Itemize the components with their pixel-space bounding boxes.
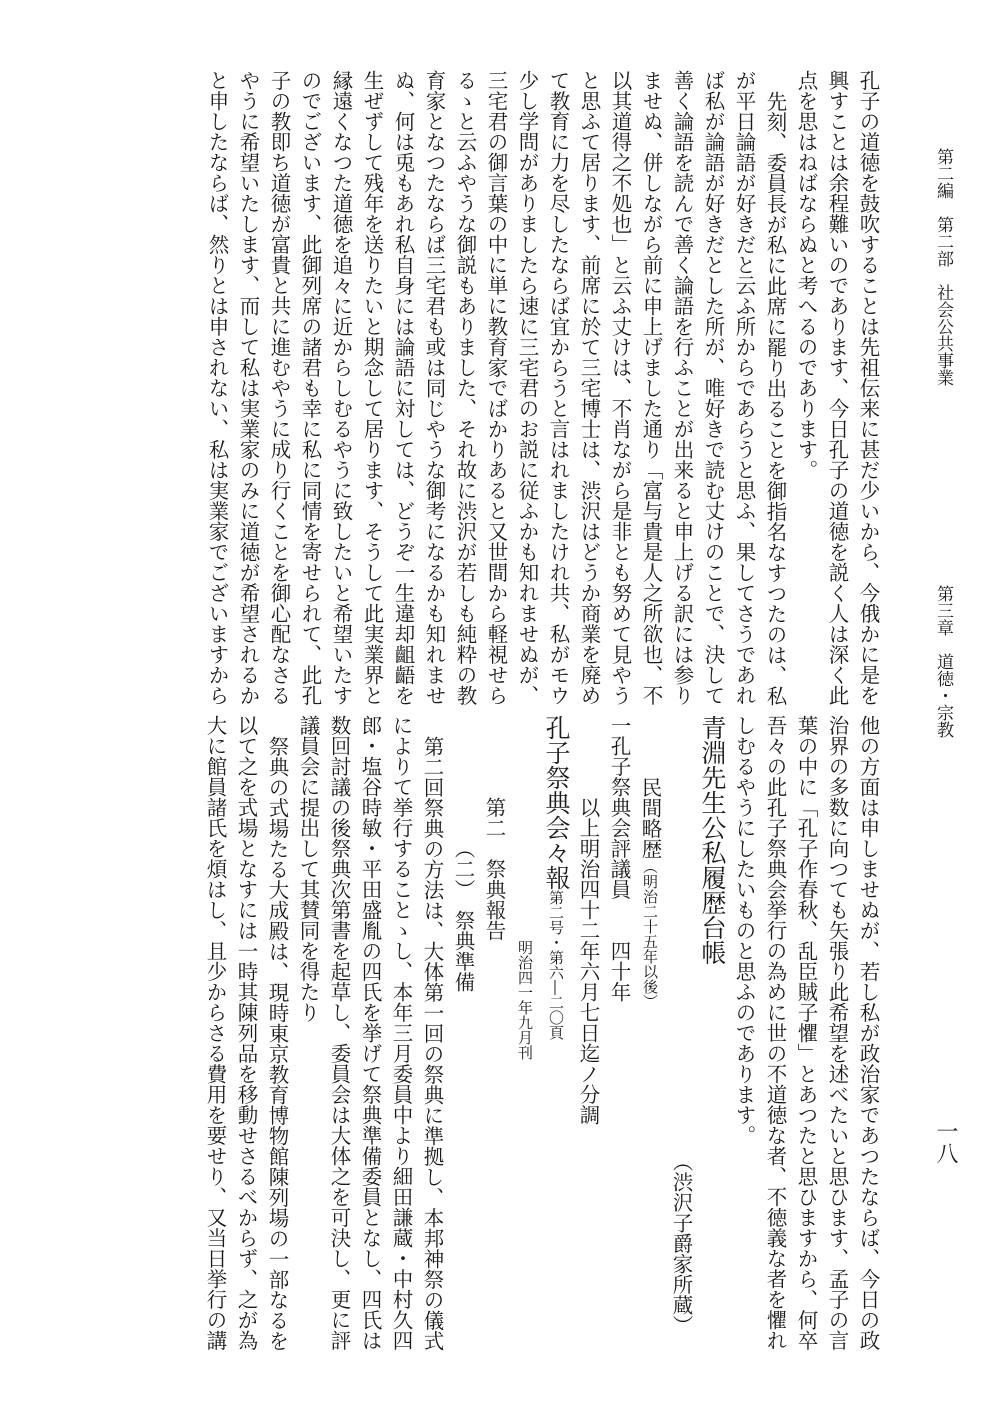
text-line: のでございます、此御列席の諸君も幸に私に同情を寄せられて、此孔 bbox=[298, 70, 322, 706]
text-line: 少し学問がありましたら速に三宅君のお説に従ふかも知れませぬが、 bbox=[515, 70, 539, 706]
text-line: によりて挙行することゝし、本年三月委員中より細田謙蔵・中村久四 bbox=[389, 715, 413, 1351]
subsection-note: （明治二十五年以後） bbox=[641, 858, 659, 1009]
text-line: やうに希望いたします、而して私は実業家のみに道徳が希望されるか bbox=[236, 70, 260, 706]
running-header bbox=[933, 148, 953, 738]
text-line: 先刻、委員長が私に此席に罷り出ることを御指名なすつたのは、私 bbox=[763, 90, 787, 706]
header-part: 第二編 第二部 社会公共事業 bbox=[933, 148, 953, 386]
text-line: 一孔子祭典会評議員 四十年 bbox=[607, 715, 631, 1002]
section-row bbox=[665, 715, 728, 1335]
text-line: 葉の中に「孔子作春秋、乱臣賊子懼」とあつたと思ひますから、何卒 bbox=[794, 715, 818, 1351]
text-line: 吾々の此孔子祭典会挙行の為めに世の不道徳な者、不徳義な者を懼れ bbox=[763, 715, 787, 1351]
text-line: 生ぜずして残年を送りたいと期念して居ります、そうして此実業界と bbox=[360, 70, 384, 706]
text-line: 第二回祭典の方法は、大体第一回の祭典に準拠し、本邦神祭の儀式 bbox=[420, 735, 444, 1351]
page-number: 一八 bbox=[933, 1120, 958, 1164]
subsection-label: 民間略歴 bbox=[638, 776, 662, 859]
text-line: しむるやうにしたいものと思ふのであります。 bbox=[732, 715, 756, 1146]
text-line: 善く論語を読んで善く論語を行ふことが出来ると申上げる訳には参り bbox=[670, 70, 694, 706]
text-line: 大に館員諸氏を煩はし、且少からさる費用を要せり、又当日挙行の講 bbox=[203, 715, 227, 1351]
text-line: 祭典の式場たる大成殿は、現時東京教育博物館陳列場の一部なるを bbox=[265, 735, 289, 1351]
lower-text-block bbox=[123, 715, 883, 1351]
text-line: 孔子の道徳を鼓吹することは先祖伝来に甚だ少いから、今俄かに是を bbox=[856, 70, 880, 706]
text-line: と思ふて居ります、前席に於て三宅博士は、渋沢はどうか商業を廃め bbox=[577, 70, 601, 706]
text-line: て教育に力を尽したならば宜からうと言はれましたけれ共、私がモウ bbox=[546, 70, 570, 706]
text-line: 育家となつたならば三宅君も或は同じやうな御考になるかも知れませ bbox=[422, 70, 446, 706]
text-line: 郎・塩谷時敏・平田盛胤の四氏を挙げて祭典準備委員となし、四氏は bbox=[358, 715, 382, 1351]
text-line: 議員会に提出して其賛同を得たり bbox=[296, 715, 320, 1023]
text-line: ば私が論語が好きだとした所が、唯好きで読む丈けのことで、決して bbox=[701, 70, 725, 706]
subsection-line bbox=[634, 715, 665, 1335]
text-line: と申したならば、然りとは申されない、私は実業家でございますから bbox=[205, 70, 229, 706]
text-line: 子の教即ち道徳が富貴と共に進むやうに成り行くことを御心配なさる bbox=[267, 70, 291, 706]
text-line: るゝと云ふやうな御説もありました、それ故に渋沢が若しも純粋の教 bbox=[453, 70, 477, 706]
text-line: 以其道得之不処也」と云ふ丈けは、不肖ながら是非とも努めて見やう bbox=[608, 70, 632, 706]
text-line: 他の方面は申しませぬが、若し私が政治家であつたならば、今日の政 bbox=[856, 715, 880, 1351]
source-note: （渋沢子爵家所蔵） bbox=[669, 1150, 693, 1335]
section-title-ledger: 青淵先生公私履歴台帳 bbox=[698, 715, 727, 965]
text-line: 以上明治四十二年六月七日迄ノ分調 bbox=[576, 797, 600, 1125]
text-line: が平日論語が好きだと云ふ所からであらうと思ふ、果してさうであれ bbox=[732, 70, 756, 706]
bulletin-ref-1: 第二号・第六―二〇頁 bbox=[547, 890, 565, 1040]
text-line: 治界の多数に向つても矢張り此希望を述べたいと思ひます、孟子の言 bbox=[825, 715, 849, 1351]
text-line: 興すことは余程難いのであります、今日孔子の道徳を説く人は深く此 bbox=[825, 70, 849, 706]
text-line: ませぬ、併しながら前に申上げました通り「富与貴是人之所欲也、不 bbox=[639, 70, 663, 706]
text-line: 縁遠くなつた道徳を追々に近からしむるやうに致したいと希望いたす bbox=[329, 70, 353, 706]
heading-line: 第二 祭典報告 bbox=[482, 797, 506, 941]
text-line: 数回討議の後祭典次第書を起草し、委員会は大体之を可決し、更に評 bbox=[327, 715, 351, 1351]
section-row bbox=[540, 715, 572, 1335]
text-line: ぬ、何は兎もあれ私自身には論語に対しては、どうぞ一生違却齟齬を bbox=[391, 70, 415, 706]
header-chapter: 第三章 道徳・宗教 bbox=[933, 585, 953, 738]
text-line: 点を思はねばならぬと考へるのであります。 bbox=[794, 70, 818, 480]
upper-text-block bbox=[123, 70, 883, 706]
bulletin-ref-line: 明治四一年九月刊 bbox=[516, 940, 534, 1060]
text-line: 三宅君の御言葉の中に単に教育家でばかりあると又世間から軽視せら bbox=[484, 70, 508, 706]
text-line: 以て之を式場となすには一時其陳列品を移動せさるべからず、之が為 bbox=[234, 715, 258, 1351]
heading-line: （二） 祭典準備 bbox=[451, 838, 475, 992]
section-title-bulletin: 孔子祭典会々報 bbox=[542, 715, 571, 890]
